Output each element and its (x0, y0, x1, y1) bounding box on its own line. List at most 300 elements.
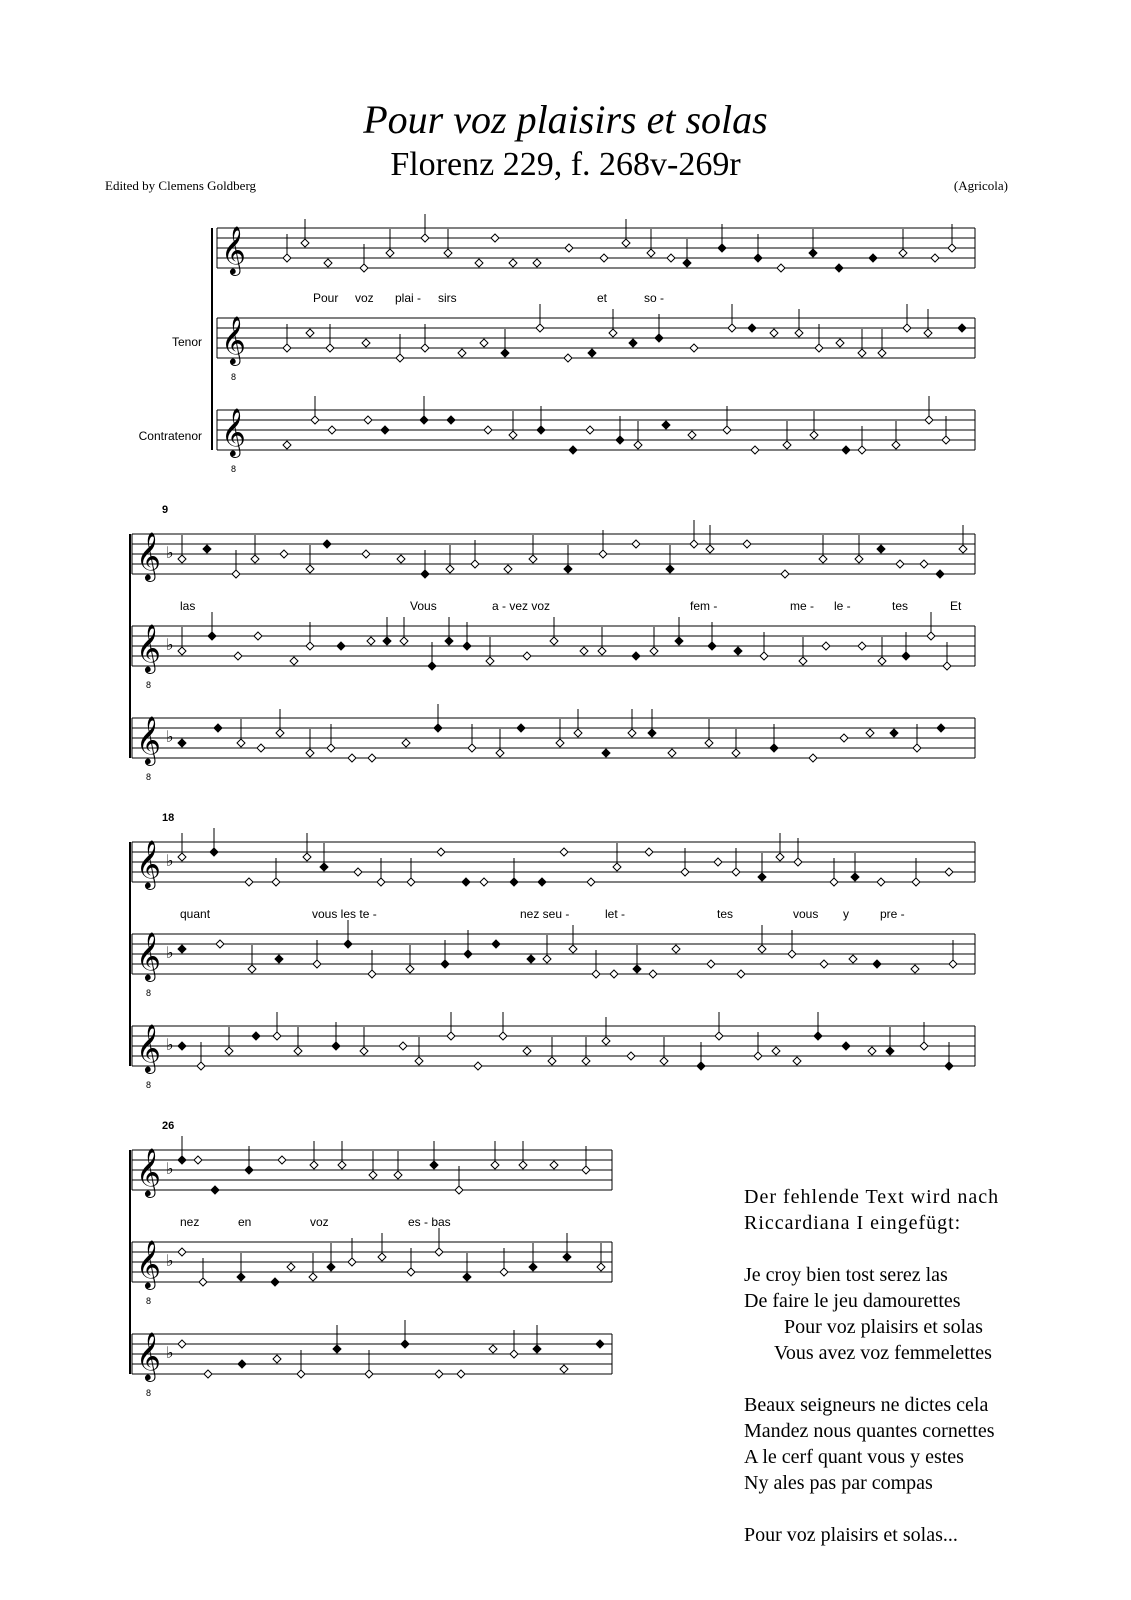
note (367, 637, 375, 645)
note (851, 873, 859, 881)
lyric: Pour (313, 291, 339, 305)
note (519, 1161, 527, 1169)
note (354, 868, 362, 876)
octave-mark: 8 (146, 988, 152, 998)
note (474, 1062, 482, 1070)
lyric: plai - (395, 291, 422, 305)
flat-sign: ♭ (166, 1345, 174, 1362)
note (772, 1047, 780, 1055)
note (328, 426, 336, 434)
note (886, 1047, 894, 1055)
lyric: y (843, 907, 849, 921)
note (715, 1032, 723, 1040)
note (628, 729, 636, 737)
note (455, 1186, 463, 1194)
note (855, 555, 863, 563)
note (401, 1340, 409, 1348)
note (647, 249, 655, 257)
note (445, 637, 453, 645)
note (836, 339, 844, 347)
note (648, 729, 656, 737)
note (714, 858, 722, 866)
note (237, 1273, 245, 1281)
note (758, 945, 766, 953)
note (333, 1345, 341, 1353)
poem-line: Vous avez voz femmelettes (774, 1342, 992, 1364)
note (586, 426, 594, 434)
note (592, 970, 600, 978)
note (903, 324, 911, 332)
note (873, 960, 881, 968)
lyric: le - (834, 599, 851, 613)
note (178, 945, 186, 953)
note (899, 249, 907, 257)
poem-line: Je croy bien tost serez las (744, 1264, 948, 1286)
note (758, 873, 766, 881)
note (743, 540, 751, 548)
note (799, 657, 807, 665)
note (958, 324, 966, 332)
note (273, 1355, 281, 1363)
note (437, 848, 445, 856)
note (795, 329, 803, 337)
flat-sign: ♭ (166, 1037, 174, 1054)
note (368, 754, 376, 762)
note (877, 545, 885, 553)
poem-line: Pour voz plaisirs et solas... (744, 1524, 958, 1546)
note (178, 1156, 186, 1164)
note (306, 749, 314, 757)
note (777, 264, 785, 272)
note (632, 540, 640, 548)
note (942, 436, 950, 444)
note (492, 940, 500, 948)
note (754, 1052, 762, 1060)
note (866, 729, 874, 737)
note (920, 560, 928, 568)
lyric: tes (717, 907, 734, 921)
note (609, 329, 617, 337)
note (178, 1042, 186, 1050)
note (377, 878, 385, 886)
flat-sign: ♭ (166, 637, 174, 654)
note (203, 545, 211, 553)
note (793, 1057, 801, 1065)
note (435, 1248, 443, 1256)
note (788, 950, 796, 958)
note (770, 329, 778, 337)
octave-mark: 8 (231, 372, 237, 382)
note (420, 416, 428, 424)
note (386, 249, 394, 257)
note (927, 632, 935, 640)
treble-clef-icon: 𝄞 (136, 931, 161, 980)
note (718, 244, 726, 252)
poem-line: A le cerf quant vous y estes (744, 1446, 964, 1468)
note (770, 744, 778, 752)
note (283, 254, 291, 262)
note (369, 1171, 377, 1179)
note (948, 244, 956, 252)
note (348, 754, 356, 762)
note (732, 749, 740, 757)
note (394, 1171, 402, 1179)
octave-mark: 8 (231, 464, 237, 474)
note (820, 960, 828, 968)
note (434, 724, 442, 732)
note (892, 441, 900, 449)
note (225, 1047, 233, 1055)
lyric: sirs (438, 291, 457, 305)
note (537, 426, 545, 434)
note (842, 446, 850, 454)
note (582, 1166, 590, 1174)
note (849, 955, 857, 963)
note (475, 259, 483, 267)
note (441, 960, 449, 968)
note (276, 729, 284, 737)
poem-line: De faire le jeu damourettes (744, 1290, 961, 1312)
note (925, 416, 933, 424)
note (272, 878, 280, 886)
note (383, 637, 391, 645)
treble-clef-icon: 𝄞 (136, 531, 161, 580)
note (776, 853, 784, 861)
note (529, 1263, 537, 1271)
note (734, 647, 742, 655)
lyric: Vous (410, 599, 437, 613)
note (645, 848, 653, 856)
note (533, 259, 541, 267)
note (527, 955, 535, 963)
note (655, 334, 663, 342)
note (574, 729, 582, 737)
lyric: las (180, 599, 196, 613)
note (254, 632, 262, 640)
note (688, 431, 696, 439)
note (920, 1042, 928, 1050)
note (306, 642, 314, 650)
note (378, 1253, 386, 1261)
note (949, 960, 957, 968)
note (602, 749, 610, 757)
note (810, 431, 818, 439)
note (675, 637, 683, 645)
note (362, 550, 370, 558)
note (210, 848, 218, 856)
treble-clef-icon: 𝄞 (136, 715, 161, 764)
note (560, 1365, 568, 1373)
note (582, 1057, 590, 1065)
note (781, 570, 789, 578)
editor-credit: Edited by Clemens Goldberg (105, 178, 257, 193)
note (303, 853, 311, 861)
note (338, 1161, 346, 1169)
note (290, 657, 298, 665)
note (447, 416, 455, 424)
note (421, 234, 429, 242)
note (486, 657, 494, 665)
note (809, 754, 817, 762)
note (959, 545, 967, 553)
note (569, 446, 577, 454)
measure-number-26: 26 (162, 1120, 175, 1132)
note (360, 264, 368, 272)
note (748, 324, 756, 332)
note (649, 970, 657, 978)
note (283, 344, 291, 352)
note (214, 724, 222, 732)
note (309, 1273, 317, 1281)
source-subtitle: Florenz 229, f. 268v-269r (390, 146, 741, 183)
note (280, 550, 288, 558)
poem-intro-line: Der fehlende Text wird nach (744, 1186, 1000, 1208)
note (421, 344, 429, 352)
note (697, 1062, 705, 1070)
lyric: es - bas (408, 1215, 451, 1229)
note (690, 344, 698, 352)
poem-line: Pour voz plaisirs et solas (784, 1316, 983, 1338)
note (504, 565, 512, 573)
note (632, 652, 640, 660)
octave-mark: 8 (146, 772, 152, 782)
note (344, 940, 352, 948)
treble-clef-icon: 𝄞 (136, 1147, 161, 1196)
note (337, 642, 345, 650)
note (306, 329, 314, 337)
note (407, 1268, 415, 1276)
note (660, 1057, 668, 1065)
note (728, 324, 736, 332)
note (458, 349, 466, 357)
note (629, 339, 637, 347)
note (523, 652, 531, 660)
note (924, 329, 932, 337)
note (754, 254, 762, 262)
note (332, 1042, 340, 1050)
poem-text (744, 1184, 1064, 1548)
note (835, 264, 843, 272)
note (610, 970, 618, 978)
note (672, 945, 680, 953)
note (517, 724, 525, 732)
lyric: nez (180, 1215, 200, 1229)
note (178, 1248, 186, 1256)
lyric: nez seu - (520, 907, 570, 921)
note (500, 1268, 508, 1276)
note (245, 878, 253, 886)
note (565, 244, 573, 252)
note (822, 642, 830, 650)
note (199, 1278, 207, 1286)
flat-sign: ♭ (166, 945, 174, 962)
note (538, 878, 546, 886)
note (365, 1370, 373, 1378)
lyric: a - vez voz (492, 599, 551, 613)
note (510, 878, 518, 886)
note (931, 254, 939, 262)
note (421, 570, 429, 578)
note (707, 960, 715, 968)
note (297, 1370, 305, 1378)
note (529, 555, 537, 563)
note (896, 560, 904, 568)
measure-number-9: 9 (162, 504, 169, 516)
note (683, 259, 691, 267)
note (447, 1032, 455, 1040)
lyric: tes (892, 599, 909, 613)
note (783, 441, 791, 449)
lyric: let - (605, 907, 626, 921)
note (463, 1273, 471, 1281)
note (327, 744, 335, 752)
note (598, 647, 606, 655)
note (587, 878, 595, 886)
flat-sign: ♭ (166, 545, 174, 562)
note (569, 945, 577, 953)
note (301, 239, 309, 247)
note (501, 349, 509, 357)
note (238, 1360, 246, 1368)
poem-line: Beaux seigneurs ne dictes cela (744, 1394, 989, 1416)
treble-clef-icon: 𝄞 (221, 225, 246, 274)
poem-line: Ny ales pas par compas (744, 1472, 933, 1494)
note (399, 1042, 407, 1050)
note (751, 446, 759, 454)
note (627, 1052, 635, 1060)
note (178, 555, 186, 563)
note (548, 1057, 556, 1065)
note (457, 1370, 465, 1378)
note (563, 1253, 571, 1261)
note (178, 647, 186, 655)
treble-clef-icon: 𝄞 (136, 839, 161, 888)
note (216, 940, 224, 948)
note (313, 960, 321, 968)
note (396, 354, 404, 362)
octave-mark: 8 (146, 1388, 152, 1398)
note (278, 1156, 286, 1164)
note (794, 858, 802, 866)
note (428, 662, 436, 670)
note (397, 555, 405, 563)
treble-clef-icon: 𝄞 (136, 1239, 161, 1288)
note (902, 652, 910, 660)
note (252, 1032, 260, 1040)
note (415, 1057, 423, 1065)
note (178, 1340, 186, 1348)
treble-clef-icon: 𝄞 (136, 1331, 161, 1380)
octave-mark: 8 (146, 680, 152, 690)
treble-clef-icon: 𝄞 (136, 623, 161, 672)
note (491, 234, 499, 242)
flat-sign: ♭ (166, 729, 174, 746)
note (830, 878, 838, 886)
note (588, 349, 596, 357)
note (668, 749, 676, 757)
note (237, 739, 245, 747)
note (564, 354, 572, 362)
flat-sign: ♭ (166, 1161, 174, 1178)
note (913, 744, 921, 752)
note (251, 555, 259, 563)
poem-line: Mandez nous quantes cornettes (744, 1420, 995, 1442)
lyric: so - (644, 291, 665, 305)
lyric: quant (180, 907, 211, 921)
note (275, 955, 283, 963)
note (509, 431, 517, 439)
note (533, 1345, 541, 1353)
note (523, 1047, 531, 1055)
note (616, 436, 624, 444)
note (622, 239, 630, 247)
note (484, 426, 492, 434)
note (869, 254, 877, 262)
note (480, 339, 488, 347)
note (706, 545, 714, 553)
octave-mark: 8 (146, 1296, 152, 1306)
note (510, 1350, 518, 1358)
note (489, 1345, 497, 1353)
note (858, 446, 866, 454)
note (499, 1032, 507, 1040)
note (662, 421, 670, 429)
note (407, 878, 415, 886)
note (556, 739, 564, 747)
note (809, 249, 817, 257)
note (257, 744, 265, 752)
octave-mark: 8 (146, 1080, 152, 1090)
note (463, 642, 471, 650)
flat-sign: ♭ (166, 1253, 174, 1270)
note (446, 565, 454, 573)
note (208, 632, 216, 640)
lyric: vous (793, 907, 819, 921)
note (945, 868, 953, 876)
note (878, 349, 886, 357)
note (936, 570, 944, 578)
measure-number-18: 18 (162, 812, 175, 824)
note (306, 565, 314, 573)
note (368, 970, 376, 978)
note (435, 1370, 443, 1378)
note (602, 1037, 610, 1045)
note (705, 739, 713, 747)
note (294, 1047, 302, 1055)
note (723, 426, 731, 434)
poem-intro-line: Riccardiana I eingefügt: (744, 1212, 962, 1234)
note (234, 652, 242, 660)
note (819, 555, 827, 563)
note (912, 878, 920, 886)
lyric: Et (950, 599, 962, 613)
note (178, 739, 186, 747)
note (877, 878, 885, 886)
note (326, 344, 334, 352)
note (543, 955, 551, 963)
note (324, 259, 332, 267)
note (360, 1047, 368, 1055)
note (464, 950, 472, 958)
note (814, 1032, 822, 1040)
piece-title: Pour voz plaisirs et solas (363, 97, 768, 142)
note (480, 878, 488, 886)
note (868, 1047, 876, 1055)
note (509, 259, 517, 267)
note (560, 848, 568, 856)
note (194, 1156, 202, 1164)
note (430, 1161, 438, 1169)
